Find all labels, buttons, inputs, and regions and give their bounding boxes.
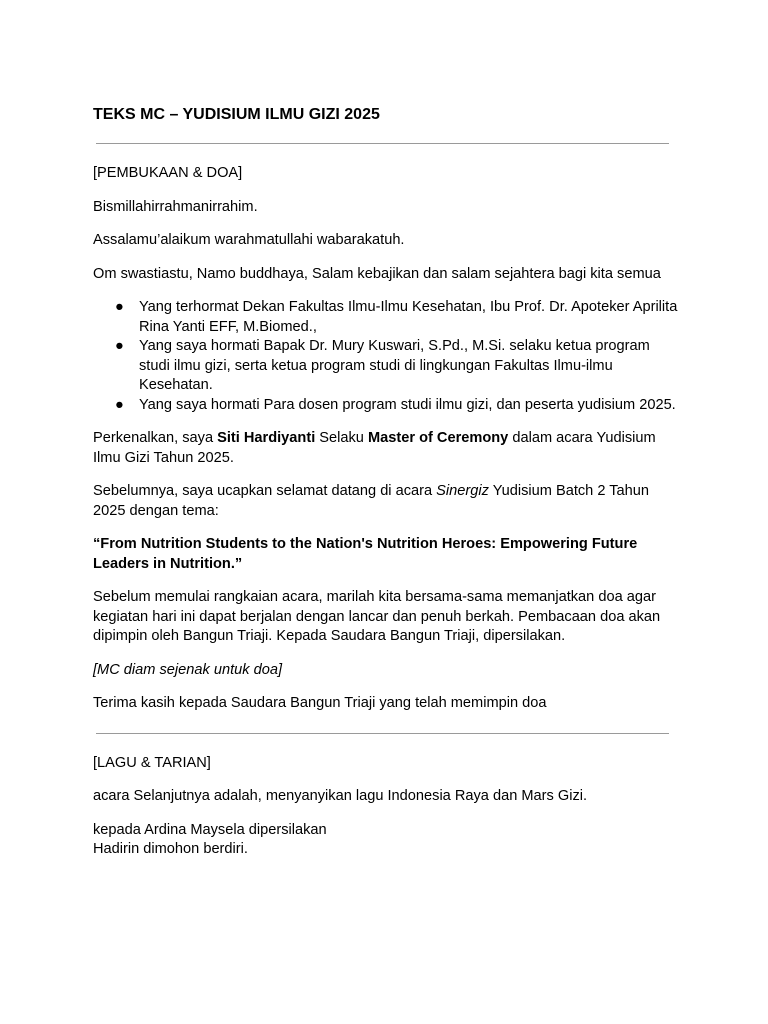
- songs-stand-text: Hadirin dimohon berdiri.: [93, 841, 248, 857]
- event-theme: [93, 535, 683, 574]
- greeting-interfaith: Om swastiastu, Namo buddhaya, Salam kebajikan dan salam sejahtera bagi kita semua: [93, 265, 661, 282]
- honorific-text: Yang terhormat Dekan Fakultas Ilmu-Ilmu Kesehatan, Ibu Prof. Dr. Apoteker Aprilita Rina Yanti EFF, M.Biomed.,: [139, 299, 678, 335]
- bullet-icon: ●: [115, 338, 124, 354]
- document-title: TEKS MC – YUDISIUM ILMU GIZI 2025: [93, 106, 380, 123]
- prayer-intro: Sebelum memulai rangkaian acara, marilah kita bersama-sama memanjatkan doa agar kegiatan hari ini dapat berjalan dengan lancar dan penuh berkah. Pembacaan doa akan dipimpin oleh Bangun Triaji. Kepada Saudara Bangun Triaji, dipersilakan.: [93, 589, 661, 644]
- intro-text: dalam acara Yudisium Ilmu Gizi Tahun 2025.: [93, 430, 656, 466]
- thanks-paragraph: Terima kasih kepada Saudara Bangun Triaji yang telah memimpin doa: [93, 695, 547, 711]
- honorific-text: Yang saya hormati Para dosen program studi ilmu gizi, dan peserta yudisium 2025.: [139, 396, 676, 413]
- section-heading-opening: [PEMBUKAAN & DOA]: [93, 165, 243, 181]
- mc-role: Master of Ceremony: [367, 430, 509, 446]
- honorifics-list: [93, 298, 683, 415]
- songs-lead-text: kepada Ardina Maysela dipersilakan: [93, 821, 327, 838]
- greeting-assalamualaikum: Assalamu’alaikum warahmatullahi wabarakatuh.: [93, 232, 405, 248]
- songs-lead: [93, 821, 683, 860]
- list-item: [93, 298, 683, 337]
- songs-intro: acara Selanjutnya adalah, menyanyikan lagu Indonesia Raya dan Mars Gizi.: [93, 788, 588, 804]
- greeting-bismillah: Bismillahirrahmanirrahim.: [93, 198, 258, 215]
- event-name: Sinergiz: [436, 483, 489, 499]
- stage-note-text: [MC diam sejenak untuk doa]: [93, 661, 283, 678]
- mc-introduction: [93, 429, 683, 468]
- welcome-text: Yudisium Batch 2 Tahun 2025 dengan tema:: [93, 483, 650, 519]
- section-divider: [96, 143, 669, 144]
- theme-text: “From Nutrition Students to the Nation's Nutrition Heroes: Empowering Future Leaders in Nutrition.”: [93, 536, 638, 572]
- intro-text: Perkenalkan, saya: [93, 430, 218, 446]
- document-page: [93, 104, 683, 860]
- welcome-text: Sebelumnya, saya ucapkan selamat datang di acara: [93, 483, 437, 499]
- stage-note: [93, 661, 683, 681]
- section-divider: [96, 733, 669, 734]
- section-heading-songs: [LAGU & TARIAN]: [93, 754, 211, 771]
- welcome-paragraph: [93, 482, 683, 521]
- intro-text: Selaku: [315, 430, 368, 446]
- bullet-icon: ●: [115, 299, 124, 315]
- mc-name: Siti Hardiyanti: [217, 430, 316, 446]
- list-item: [93, 396, 683, 416]
- bullet-icon: ●: [115, 396, 124, 413]
- honorific-text: Yang saya hormati Bapak Dr. Mury Kuswari, S.Pd., M.Si. selaku ketua program studi ilmu gizi, serta ketua program studi di lingkungan Fakultas Ilmu-ilmu Kesehatan.: [139, 338, 650, 393]
- list-item: [93, 337, 683, 396]
